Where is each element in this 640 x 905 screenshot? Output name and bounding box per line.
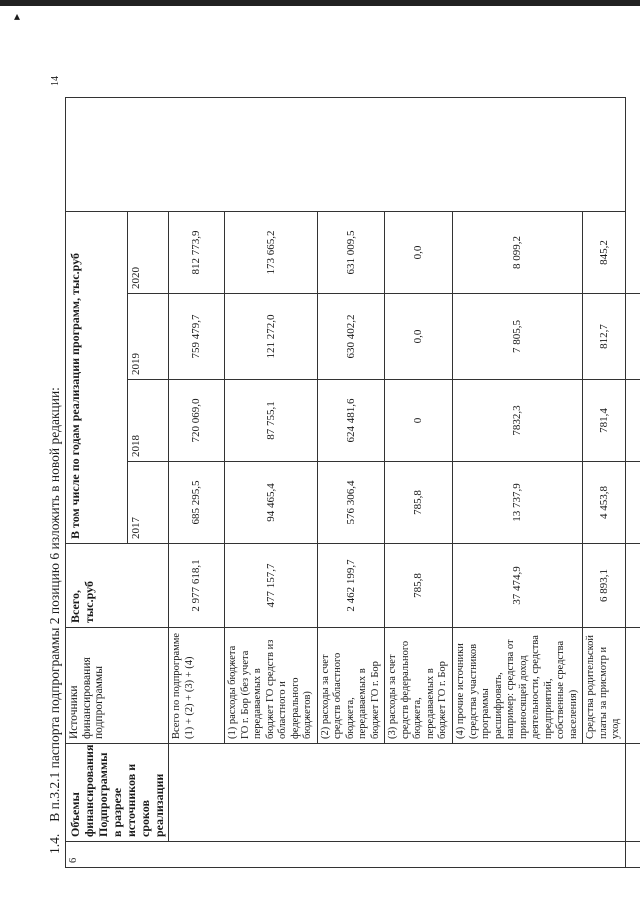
value-2017: 785,8 (385, 462, 453, 544)
section-heading-text: В п.3.2.1 паспорта подпрограммы 2 позицию 6 изложить в новой редакции: (47, 387, 62, 822)
source-label: Средства родительской платы за присмотр и уход (583, 628, 626, 744)
value-2020: 0,0 (385, 211, 453, 293)
value-2020: 173 665,2 (225, 211, 318, 293)
trailing-empty-row (625, 97, 640, 867)
value-2018: 624 481,6 (317, 380, 385, 462)
value-2018: 781,4 (583, 380, 626, 462)
page-number: 14 (50, 76, 61, 86)
total-value: 477 157,7 (225, 544, 318, 628)
header-sources: Источники финансирования подпрограммы (66, 628, 169, 744)
source-label: Всего по подпрограмме (1) + (2) + (3) + (4) (169, 628, 225, 744)
value-2020: 845,2 (583, 211, 626, 293)
section-heading (45, 114, 65, 854)
year-2020: 2020 (127, 211, 168, 293)
value-2018: 0 (385, 380, 453, 462)
total-value: 6 893,1 (583, 544, 626, 628)
header-by-years: В том числе по годам реализации программ, тыс.руб (66, 211, 128, 543)
total-value: 2 977 618,1 (169, 544, 225, 628)
total-value: 785,8 (385, 544, 453, 628)
value-2018: 720 069,0 (169, 380, 225, 462)
financing-table (65, 97, 640, 868)
total-value: 37 474,9 (453, 544, 583, 628)
value-2019: 7 805,5 (453, 294, 583, 380)
total-value: 2 462 199,7 (317, 544, 385, 628)
table-header-row (66, 97, 128, 867)
source-label: (2) расходы за счет средств областного бюджета, передаваемых в бюджет ГО г. Бор (317, 628, 385, 744)
value-2019: 121 272,0 (225, 294, 318, 380)
value-2020: 8 099,2 (453, 211, 583, 293)
value-2020: 812 773,9 (169, 211, 225, 293)
header-total: Всего, тыс.руб (66, 544, 169, 628)
table-row (169, 97, 225, 867)
value-2017: 4 453,8 (583, 462, 626, 544)
value-2017: 685 295,5 (169, 462, 225, 544)
row-number-cell: 6 (66, 842, 626, 868)
value-2018: 87 755,1 (225, 380, 318, 462)
rotated-document-content (45, 98, 621, 868)
value-2019: 759 479,7 (169, 294, 225, 380)
value-2017: 94 465,4 (225, 462, 318, 544)
source-label: (1) расходы бюджета ГО г. Бор (без учета передаваемых в бюджет ГО средств из областного и федерального бюджетов) (225, 628, 318, 744)
scan-mark: ▴ (14, 9, 21, 23)
value-2020: 631 009,5 (317, 211, 385, 293)
blank-right-column (66, 97, 626, 211)
year-2018: 2018 (127, 380, 168, 462)
value-2019: 0,0 (385, 294, 453, 380)
value-2019: 812,7 (583, 294, 626, 380)
year-2017: 2017 (127, 462, 168, 544)
value-2017: 13 737,9 (453, 462, 583, 544)
source-label: (4) прочие источники (средства участников программы расшифровать, например: средства от приносящей доход деятельности, средства предприятий, собственные средства населения) (453, 628, 583, 744)
value-2017: 576 306,4 (317, 462, 385, 544)
source-label: (3) расходы за счет средств федерального бюджета, передаваемых в бюджет ГО г. Бор (385, 628, 453, 744)
header-volumes: Объемы финансирования Подпрограммы в разрезе источников и сроков реализации (66, 744, 169, 842)
top-border-line (0, 0, 640, 6)
value-2019: 630 402,2 (317, 294, 385, 380)
year-2019: 2019 (127, 294, 168, 380)
volumes-label-blank (169, 744, 626, 842)
value-2018: 7832,3 (453, 380, 583, 462)
section-number: 1.4. (47, 833, 62, 854)
